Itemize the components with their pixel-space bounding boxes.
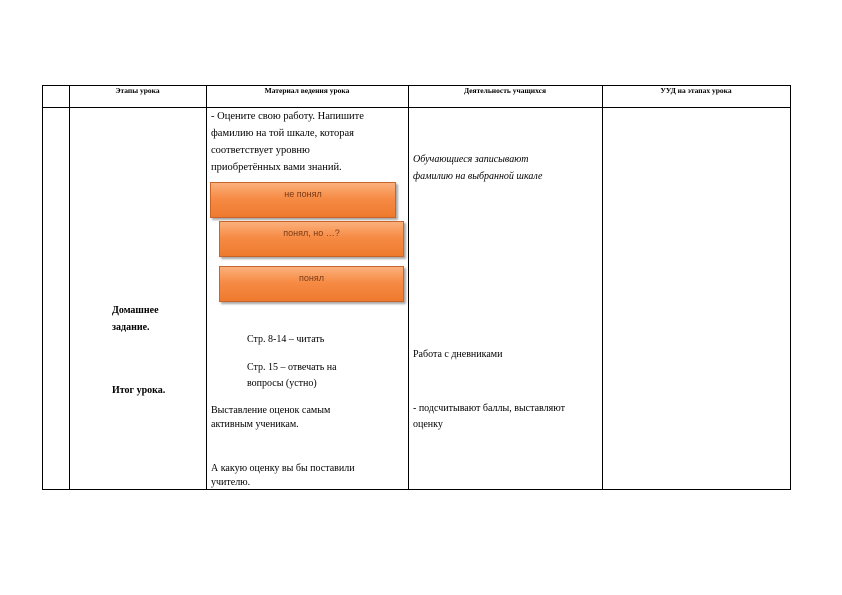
scale-not-understood-button[interactable]: не понял [210,182,396,218]
header-material: Материал ведения урока [264,86,350,95]
header-activity: Деятельность учащихся [463,86,547,95]
header-stages: Этапы урока [115,86,160,95]
activity-write-name-line: фамилию на выбранной шкале [413,171,543,182]
grading-line: Выставление оценок самым [211,405,331,416]
activity-count-points-line: - подсчитывают баллы, выставляют [413,403,565,414]
header-bottom-border [42,107,791,108]
teacher-grade-question-line: учителю. [211,477,251,488]
scale-understood-button[interactable]: понял [219,266,404,302]
material-intro-line: - Оцените свою работу. Напишите [211,111,364,122]
header-uud: УУД на этапах урока [660,86,732,95]
scale-understood-but-button[interactable]: понял, но …? [219,221,404,257]
stage-homework-line2: задание. [112,322,150,333]
activity-count-points-line: оценку [413,419,443,430]
teacher-grade-question-line: А какую оценку вы бы поставили [211,463,355,474]
material-intro-line: соответствует уровню [211,145,310,156]
homework-reading: Стр. 8-14 – читать [247,334,325,345]
col-divider-0 [69,85,70,490]
activity-write-name-line: Обучающиеся записывают [413,154,529,165]
homework-answers-line: Стр. 15 – отвечать на [247,362,337,373]
col-divider-3 [602,85,603,490]
material-intro-line: приобретённых вами знаний. [211,162,342,173]
col-divider-1 [206,85,207,490]
table-right-border [790,85,791,490]
homework-answers-line: вопросы (устно) [247,378,317,389]
col-divider-2 [408,85,409,490]
table-left-border [42,85,43,490]
grading-line: активным ученикам. [211,419,299,430]
table-bottom-border [42,489,791,490]
stage-summary: Итог урока. [112,385,166,396]
stage-homework-line1: Домашнее [112,305,159,316]
material-intro-line: фамилию на той шкале, которая [211,128,354,139]
activity-diaries: Работа с дневниками [413,349,503,360]
